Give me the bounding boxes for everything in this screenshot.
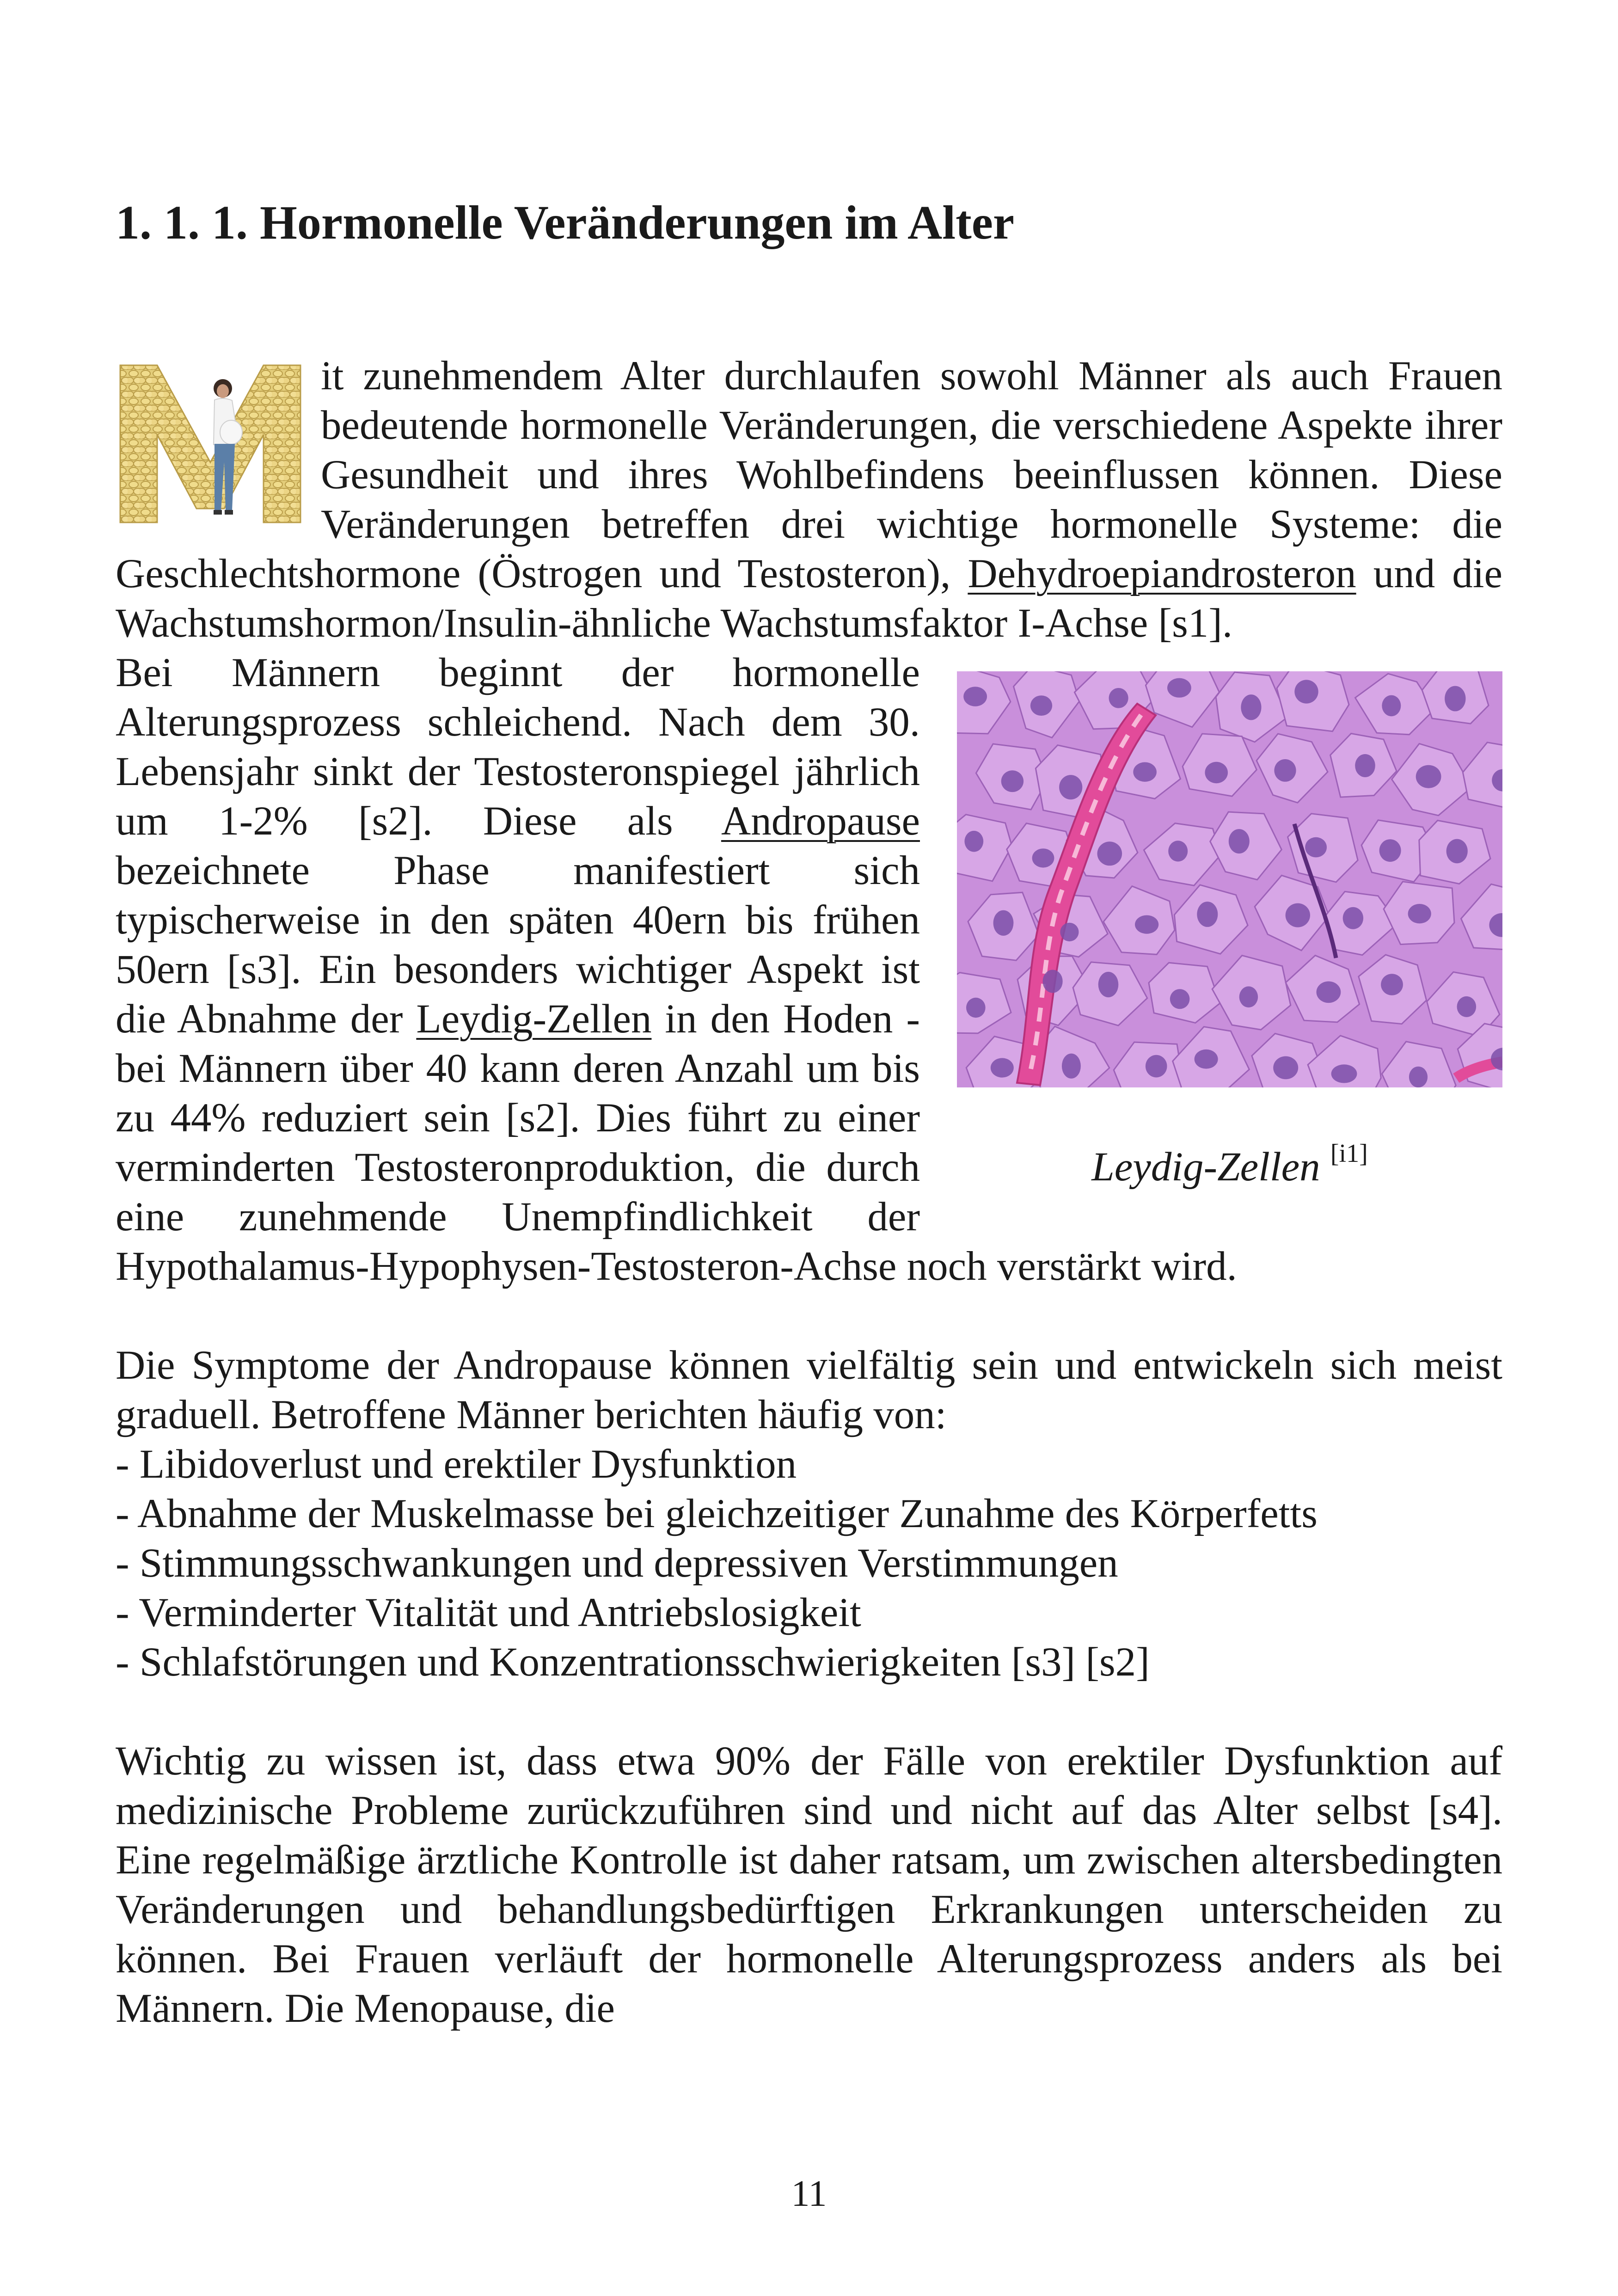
figure-reference[interactable]: [i1] xyxy=(1330,1139,1368,1168)
nucleus xyxy=(1197,902,1218,927)
nucleus xyxy=(1062,1054,1081,1079)
nucleus xyxy=(1331,1064,1357,1083)
nucleus xyxy=(1060,923,1079,941)
nucleus xyxy=(1239,986,1258,1007)
dehydroepiandrosteron-link[interactable]: Dehydroepiandrosteron xyxy=(968,551,1356,596)
symptom-item: - Stimmungsschwankungen und depressiven Verstimmungen xyxy=(116,1541,1118,1586)
nucleus xyxy=(1409,1067,1428,1087)
nucleus xyxy=(1167,678,1191,698)
intro-paragraph: it zunehmendem Alter durchlaufen sowohl Männer als auch Frauen bedeutende hormonelle Veränderungen, die verschiedene Aspekte ihrer Gesundheit und ihres Wohlbefindens beeinflussen können. Diese Veränderungen betreffen drei wichtige hormonelle Systeme: die Geschlechtshormone (Östrogen und Testosteron), Dehydroepiandrosteron und die Wachstumshormon/Insulin-ähnliche Wachstumsfaktor I-Achse [s1]. xyxy=(116,353,1502,646)
figure-caption xyxy=(957,1129,1502,1192)
nucleus xyxy=(1170,989,1190,1009)
nucleus xyxy=(1030,695,1052,716)
nucleus xyxy=(1274,759,1296,782)
nucleus xyxy=(1098,972,1119,997)
nucleus xyxy=(1305,837,1327,858)
nucleus xyxy=(1343,907,1363,929)
figure-caption-text: Leydig-Zellen xyxy=(1091,1144,1320,1190)
nucleus xyxy=(966,998,986,1018)
nucleus xyxy=(1408,904,1431,923)
symptom-item: - Abnahme der Muskelmasse bei gleichzeitiger Zunahme des Körperfetts xyxy=(116,1491,1318,1536)
nucleus xyxy=(993,910,1014,936)
nucleus xyxy=(964,831,983,852)
symptom-item: - Libidoverlust und erektiler Dysfunktion xyxy=(116,1442,797,1487)
nucleus xyxy=(1445,686,1465,712)
nucleus xyxy=(1416,765,1441,788)
nucleus xyxy=(1043,970,1063,993)
nucleus xyxy=(1146,1055,1167,1078)
nucleus xyxy=(1059,775,1082,799)
nucleus xyxy=(1032,848,1054,867)
section-heading: 1. 1. 1. Hormonelle Veränderungen im Alter xyxy=(116,196,1015,249)
leydig-cells-figure xyxy=(957,671,1502,1192)
nucleus xyxy=(1195,1050,1218,1069)
body-text xyxy=(116,351,1502,2033)
nucleus xyxy=(1133,762,1157,782)
nucleus xyxy=(1273,1056,1298,1080)
nucleus xyxy=(963,687,987,706)
nucleus xyxy=(1355,754,1375,777)
nucleus xyxy=(1229,829,1250,853)
nucleus xyxy=(991,1058,1014,1077)
leydig-zellen-link[interactable]: Leydig-Zellen xyxy=(416,996,652,1042)
nucleus xyxy=(1381,974,1403,995)
symptom-item: - Schlafstörungen und Konzentrationsschwierigkeiten [s3] [s2] xyxy=(116,1639,1150,1685)
nucleus xyxy=(1286,903,1310,927)
nucleus xyxy=(1109,688,1128,708)
symptoms-intro: Die Symptome der Andropause können vielfältig sein und entwickeln sich meist graduell. Betroffene Männer berichten häufig von: xyxy=(116,1343,1502,1437)
nucleus xyxy=(1317,982,1341,1003)
andropause-paragraph: Bei Männern beginnt der hormonelle Alterungsprozess schleichend. Nach dem 30. Lebensjahr sinkt der Testosteronspiegel jährlich um 1-2% [s2]. Diese als Andropause bezeichnete Phase manifestiert sich typischerweise in den späten 40ern bis frühen 50ern [s3]. Ein besonders wichtiger Aspekt ist die Abnahme der Leydig-Zellen in den Hoden - bei Männern über 40 kann deren Anzahl um bis zu 44% reduziert sein [s2]. Dies führt zu einer verminderten Testosteronproduktion, die durch eine zunehmende Unempfindlichkeit der Hypothalamus-Hypophysen-Testosteron-Achse noch verstärkt wird. xyxy=(116,650,1237,1289)
conclusion-paragraph: Wichtig zu wissen ist, dass etwa 90% der Fälle von erektiler Dysfunktion auf medizinische Probleme zurückzuführen sind und nicht auf das Alter selbst [s4]. Eine regelmäßige ärztliche Kontrolle ist daher ratsam, um zwischen altersbedingten Veränderungen und behandlungsbedürftigen Erkrankungen unterscheiden zu können. Bei Frauen verläuft der hormonelle Alterungsprozess anders als bei Männern. Die Menopause, die xyxy=(116,1738,1502,2031)
nucleus xyxy=(1205,762,1228,783)
nucleus xyxy=(1294,680,1318,703)
leydig-cells-micrograph xyxy=(957,671,1502,1087)
nucleus xyxy=(1382,695,1401,717)
dropcap-image xyxy=(116,356,305,527)
page-number: 11 xyxy=(791,2173,827,2214)
symptom-item: - Verminderter Vitalität und Antriebslosigkeit xyxy=(116,1590,861,1635)
nucleus xyxy=(1168,841,1188,861)
nucleus xyxy=(1241,694,1261,720)
nucleus xyxy=(1379,839,1401,862)
nucleus xyxy=(1097,841,1122,866)
nucleus xyxy=(1001,770,1024,792)
nucleus xyxy=(1446,839,1468,864)
andropause-link[interactable]: Andropause xyxy=(721,798,920,844)
nucleus xyxy=(1135,915,1158,934)
nucleus xyxy=(1457,996,1477,1017)
dropcap-letter-m-graphic xyxy=(116,356,305,527)
